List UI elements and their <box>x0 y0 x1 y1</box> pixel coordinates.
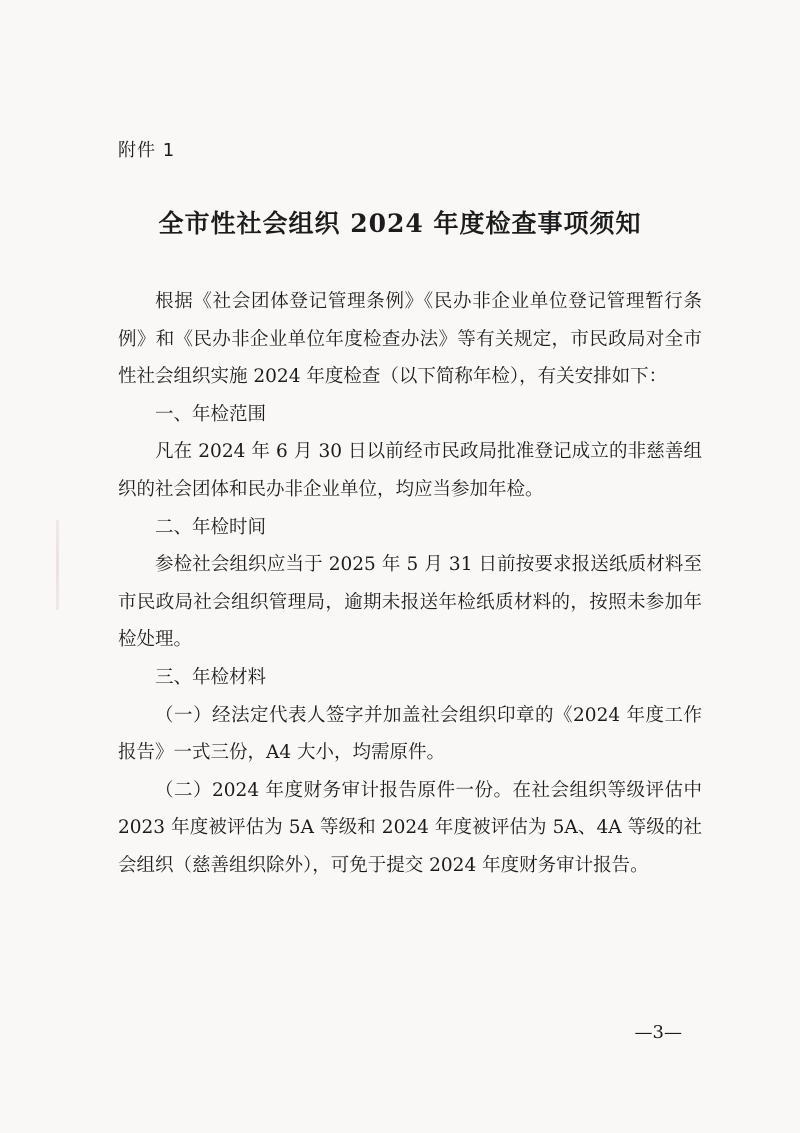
section-heading-materials: 三、年检材料 <box>155 666 267 688</box>
intro-paragraph: 根据《社会团体登记管理条例》《民办非企业单位登记管理暂行条例》和《民办非企业单位年度检查办法》等有关规定，市民政局对全市性社会组织实施 2024 年度检查（以下简称年检），有关安排如下： <box>118 291 702 388</box>
attachment-label: 附件 1 <box>118 140 176 161</box>
time-paragraph: 参检社会组织应当于 2025 年 5 月 31 日前按要求报送纸质材料至市民政局社会组织管理局，逾期未报送年检纸质材料的，按照未参加年检处理。 <box>118 554 702 651</box>
materials-paragraph-1: （一）经法定代表人签字并加盖社会组织印章的《2024 年度工作报告》一式三份，A4 大小，均需原件。 <box>118 704 702 764</box>
scope-paragraph: 凡在 2024 年 6 月 30 日以前经市民政局批准登记成立的非慈善组织的社会团体和民办非企业单位，均应当参加年检。 <box>118 441 702 500</box>
materials-paragraph-2: （二）2024 年度财务审计报告原件一份。在社会组织等级评估中 2023 年度被评估为 5A 等级和 2024 年度被评估为 5A、4A 等级的社会组织（慈善组织除外），可免于提交 2024 年度财务审计报告。 <box>118 779 702 876</box>
section-heading-time: 二、年检时间 <box>155 516 267 538</box>
document-title: 全市性社会组织 2024 年度检查事项须知 <box>158 209 642 238</box>
document-body <box>118 283 702 885</box>
binding-mark <box>56 520 59 610</box>
section-heading-scope: 一、年检范围 <box>155 403 267 425</box>
page-number: —3— <box>634 1022 682 1043</box>
